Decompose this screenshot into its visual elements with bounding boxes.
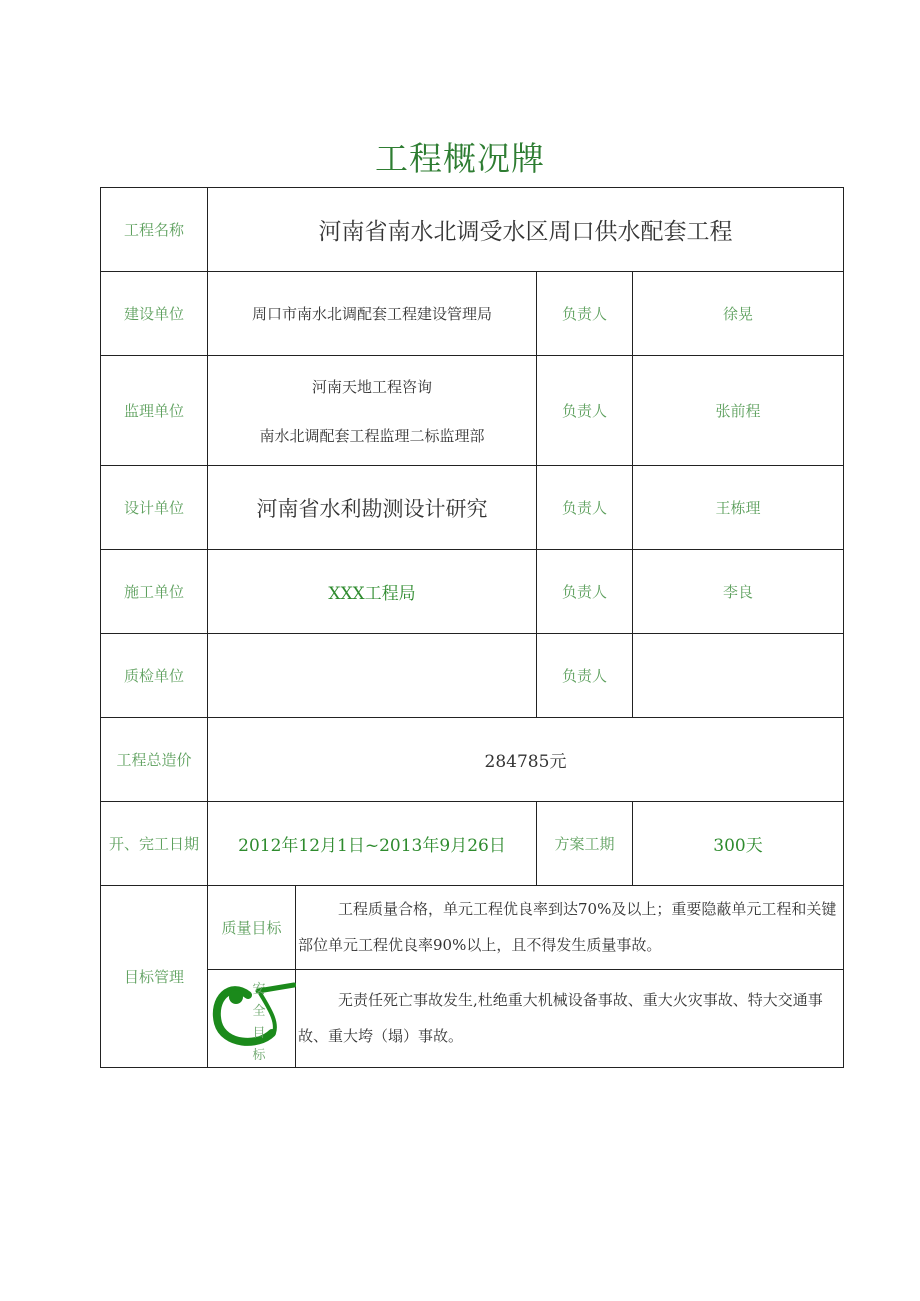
- supervision-line-2: 南水北调配套工程监理二标监理部: [259, 426, 485, 445]
- value-design-person: 王栋理: [633, 466, 844, 550]
- label-quality-goal: 质量目标: [208, 886, 296, 970]
- label-goal-management: 目标管理: [101, 886, 208, 1068]
- quality-goal-text: 工程质量合格，单元工程优良率到达70%及以上；重要隐蔽单元工程和关键部位单元工程优良率90%以上，且不得发生质量事故。: [298, 899, 837, 954]
- value-builder-unit: XXX工程局: [208, 550, 537, 634]
- value-quality-goal: [296, 886, 844, 970]
- row-quality-goal: [101, 886, 844, 970]
- row-total-cost: [101, 718, 844, 802]
- safety-goal-stamp: [208, 971, 295, 1067]
- row-builder-unit: [101, 550, 844, 634]
- page-title: 工程概况牌: [375, 139, 545, 178]
- project-overview-table: [100, 187, 844, 1068]
- value-construction-person: 徐晃: [633, 272, 844, 356]
- value-safety-goal: [296, 970, 844, 1068]
- label-design-person: 负责人: [537, 466, 633, 550]
- label-builder-unit: 施工单位: [101, 550, 208, 634]
- value-supervision-unit: [208, 356, 537, 466]
- value-supervision-person: 张前程: [633, 356, 844, 466]
- row-supervision-unit: [101, 356, 844, 466]
- label-builder-person: 负责人: [537, 550, 633, 634]
- label-quality-check-unit: 质检单位: [101, 634, 208, 718]
- row-dates: [101, 802, 844, 886]
- supervision-line-1: 河南天地工程咨询: [311, 377, 432, 396]
- safety-goal-text: 无责任死亡事故发生,杜绝重大机械设备事故、重大火灾事故、特大交通事故、重大垮（塌）事故。: [298, 990, 823, 1045]
- row-construction-unit: [101, 272, 844, 356]
- label-quality-check-person: 负责人: [537, 634, 633, 718]
- row-quality-check-unit: [101, 634, 844, 718]
- row-design-unit: [101, 466, 844, 550]
- label-construction-unit: 建设单位: [101, 272, 208, 356]
- label-project-name: 工程名称: [101, 188, 208, 272]
- row-project-name: [101, 188, 844, 272]
- value-project-name: 河南省南水北调受水区周口供水配套工程: [208, 188, 844, 272]
- value-dates: 2012年12月1日~2013年9月26日: [208, 802, 537, 886]
- value-total-cost: 284785元: [208, 718, 844, 802]
- label-supervision-unit: 监理单位: [101, 356, 208, 466]
- label-period: 方案工期: [537, 802, 633, 886]
- row-safety-goal: [101, 970, 844, 1068]
- value-period: 300天: [633, 802, 844, 886]
- value-construction-unit: 周口市南水北调配套工程建设管理局: [208, 272, 537, 356]
- label-safety-goal: 安全目标: [252, 981, 266, 1063]
- label-safety-goal-cell: [208, 970, 296, 1068]
- label-construction-person: 负责人: [537, 272, 633, 356]
- label-supervision-person: 负责人: [537, 356, 633, 466]
- label-total-cost: 工程总造价: [101, 718, 208, 802]
- value-quality-check-person: [633, 634, 844, 718]
- value-builder-person: 李良: [633, 550, 844, 634]
- label-design-unit: 设计单位: [101, 466, 208, 550]
- label-dates: 开、完工日期: [101, 802, 208, 886]
- value-design-unit: 河南省水利勘测设计研究: [208, 466, 537, 550]
- value-quality-check-unit: [208, 634, 537, 718]
